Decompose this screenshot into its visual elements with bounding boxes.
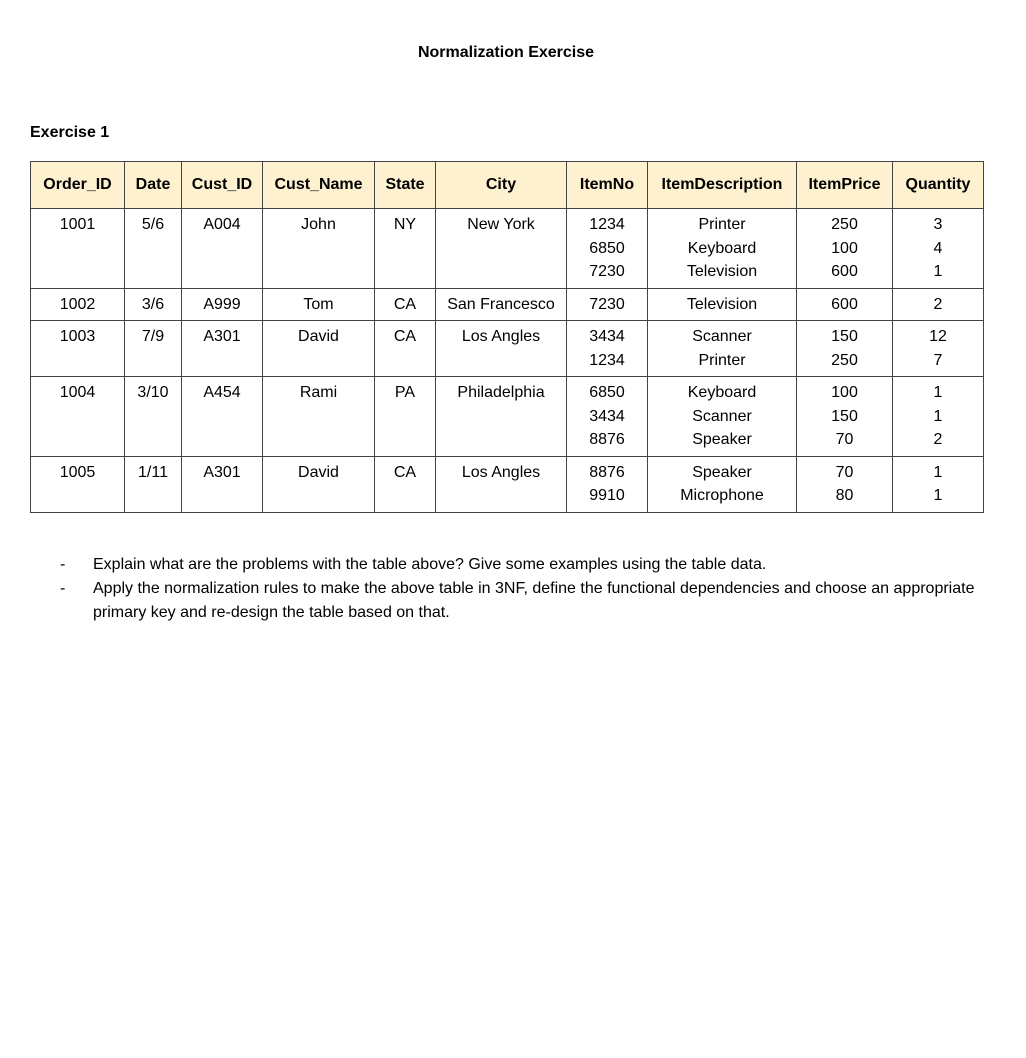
quantity: 1 — [933, 407, 943, 425]
quantity: 1 — [933, 487, 943, 504]
item-description: Television — [686, 263, 758, 280]
date-cell: 7/9 — [125, 321, 182, 377]
column-header: City — [436, 162, 567, 209]
item-description: Scanner — [692, 407, 752, 425]
item-price: 150 — [831, 407, 858, 425]
item-description: Microphone — [680, 487, 764, 504]
quantity: 1 — [933, 463, 943, 481]
cust-id-cell: A004 — [182, 209, 263, 289]
quantity: 2 — [933, 295, 943, 313]
date-cell: 5/6 — [125, 209, 182, 289]
item-description-cell — [648, 456, 797, 512]
quantity-cell — [893, 209, 984, 289]
item-no: 1234 — [589, 351, 625, 369]
item-description: Printer — [698, 351, 746, 369]
item-no: 6850 — [589, 239, 625, 257]
item-price-cell — [797, 288, 893, 321]
item-description: Television — [686, 295, 758, 313]
column-header: Order_ID — [31, 162, 125, 209]
item-no: 6850 — [589, 384, 625, 401]
state-cell: CA — [375, 321, 436, 377]
cust-name-cell: Rami — [263, 377, 375, 457]
exercise-heading: Exercise 1 — [30, 124, 110, 141]
item-description-cell — [648, 209, 797, 289]
column-header: State — [375, 162, 436, 209]
order-table — [30, 161, 984, 513]
item-price: 250 — [831, 216, 858, 233]
cust-id-cell: A301 — [182, 321, 263, 377]
item-description-cell — [648, 321, 797, 377]
item-price: 80 — [835, 487, 854, 504]
column-header: ItemDescription — [648, 162, 797, 209]
item-description-cell — [648, 377, 797, 457]
item-price: 600 — [831, 295, 858, 313]
item-description: Speaker — [692, 431, 752, 448]
item-price: 100 — [831, 384, 858, 401]
city-cell: Los Angles — [436, 456, 567, 512]
quantity: 1 — [933, 384, 943, 401]
table-row — [31, 288, 984, 321]
page-title: Normalization Exercise — [417, 44, 595, 61]
item-price: 250 — [831, 351, 858, 369]
cust-id-cell: A301 — [182, 456, 263, 512]
table-row — [31, 377, 984, 457]
item-no-cell — [567, 288, 648, 321]
item-price: 600 — [831, 263, 858, 280]
item-no-cell — [567, 377, 648, 457]
state-cell: CA — [375, 456, 436, 512]
item-no: 3434 — [589, 328, 625, 345]
table-row — [31, 456, 984, 512]
column-header: ItemNo — [567, 162, 648, 209]
quantity-cell — [893, 377, 984, 457]
item-price: 70 — [835, 431, 854, 448]
date-cell: 1/11 — [125, 456, 182, 512]
item-no-cell — [567, 456, 648, 512]
question-item — [60, 553, 980, 577]
item-no: 3434 — [589, 407, 625, 425]
table-row — [31, 321, 984, 377]
table-header-row — [31, 162, 984, 209]
cust-name-cell: Tom — [263, 288, 375, 321]
order-id-cell: 1005 — [31, 456, 125, 512]
item-description: Speaker — [692, 463, 752, 481]
quantity: 3 — [933, 216, 943, 233]
item-no: 1234 — [589, 216, 625, 233]
city-cell: New York — [436, 209, 567, 289]
column-header: Cust_Name — [263, 162, 375, 209]
city-cell: Los Angles — [436, 321, 567, 377]
state-cell: PA — [375, 377, 436, 457]
order-id-cell: 1004 — [31, 377, 125, 457]
cust-id-cell: A999 — [182, 288, 263, 321]
question-list — [60, 553, 980, 625]
bullet-dash: - — [60, 580, 66, 597]
column-header: Date — [125, 162, 182, 209]
item-no: 7230 — [589, 263, 625, 280]
order-id-cell: 1001 — [31, 209, 125, 289]
city-cell: Philadelphia — [436, 377, 567, 457]
table-row — [31, 209, 984, 289]
item-price-cell — [797, 321, 893, 377]
item-no-cell — [567, 321, 648, 377]
cust-id-cell: A454 — [182, 377, 263, 457]
item-description: Keyboard — [687, 384, 757, 401]
item-no: 8876 — [589, 463, 625, 481]
item-price: 70 — [835, 463, 854, 481]
item-price-cell — [797, 377, 893, 457]
city-cell: San Francesco — [436, 288, 567, 321]
item-no-cell — [567, 209, 648, 289]
item-no: 9910 — [589, 487, 625, 504]
quantity-cell — [893, 288, 984, 321]
quantity-cell — [893, 456, 984, 512]
quantity: 7 — [933, 351, 943, 369]
question-item — [60, 577, 980, 625]
cust-name-cell: David — [263, 321, 375, 377]
state-cell: CA — [375, 288, 436, 321]
quantity: 1 — [933, 263, 943, 280]
date-cell: 3/10 — [125, 377, 182, 457]
column-header: Cust_ID — [182, 162, 263, 209]
item-description-cell — [648, 288, 797, 321]
column-header: Quantity — [893, 162, 984, 209]
item-description: Printer — [698, 216, 746, 233]
question-text: Apply the normalization rules to make the above table in 3NF, define the functional dependencies and choose an appropriate primary key and re-design the table based on that. — [93, 580, 975, 621]
cust-name-cell: John — [263, 209, 375, 289]
quantity: 2 — [933, 431, 943, 448]
quantity: 4 — [933, 239, 943, 257]
item-price: 100 — [831, 239, 858, 257]
state-cell: NY — [375, 209, 436, 289]
order-id-cell: 1002 — [31, 288, 125, 321]
item-description: Keyboard — [687, 239, 757, 257]
quantity: 12 — [929, 328, 947, 345]
question-text: Explain what are the problems with the table above? Give some examples using the table data. — [93, 556, 767, 573]
item-no: 7230 — [589, 295, 625, 313]
order-id-cell: 1003 — [31, 321, 125, 377]
cust-name-cell: David — [263, 456, 375, 512]
item-price-cell — [797, 209, 893, 289]
bullet-dash: - — [60, 556, 66, 573]
quantity-cell — [893, 321, 984, 377]
item-price: 150 — [831, 328, 858, 345]
item-description: Scanner — [692, 328, 752, 345]
item-no: 8876 — [589, 431, 625, 448]
item-price-cell — [797, 456, 893, 512]
date-cell: 3/6 — [125, 288, 182, 321]
column-header: ItemPrice — [797, 162, 893, 209]
